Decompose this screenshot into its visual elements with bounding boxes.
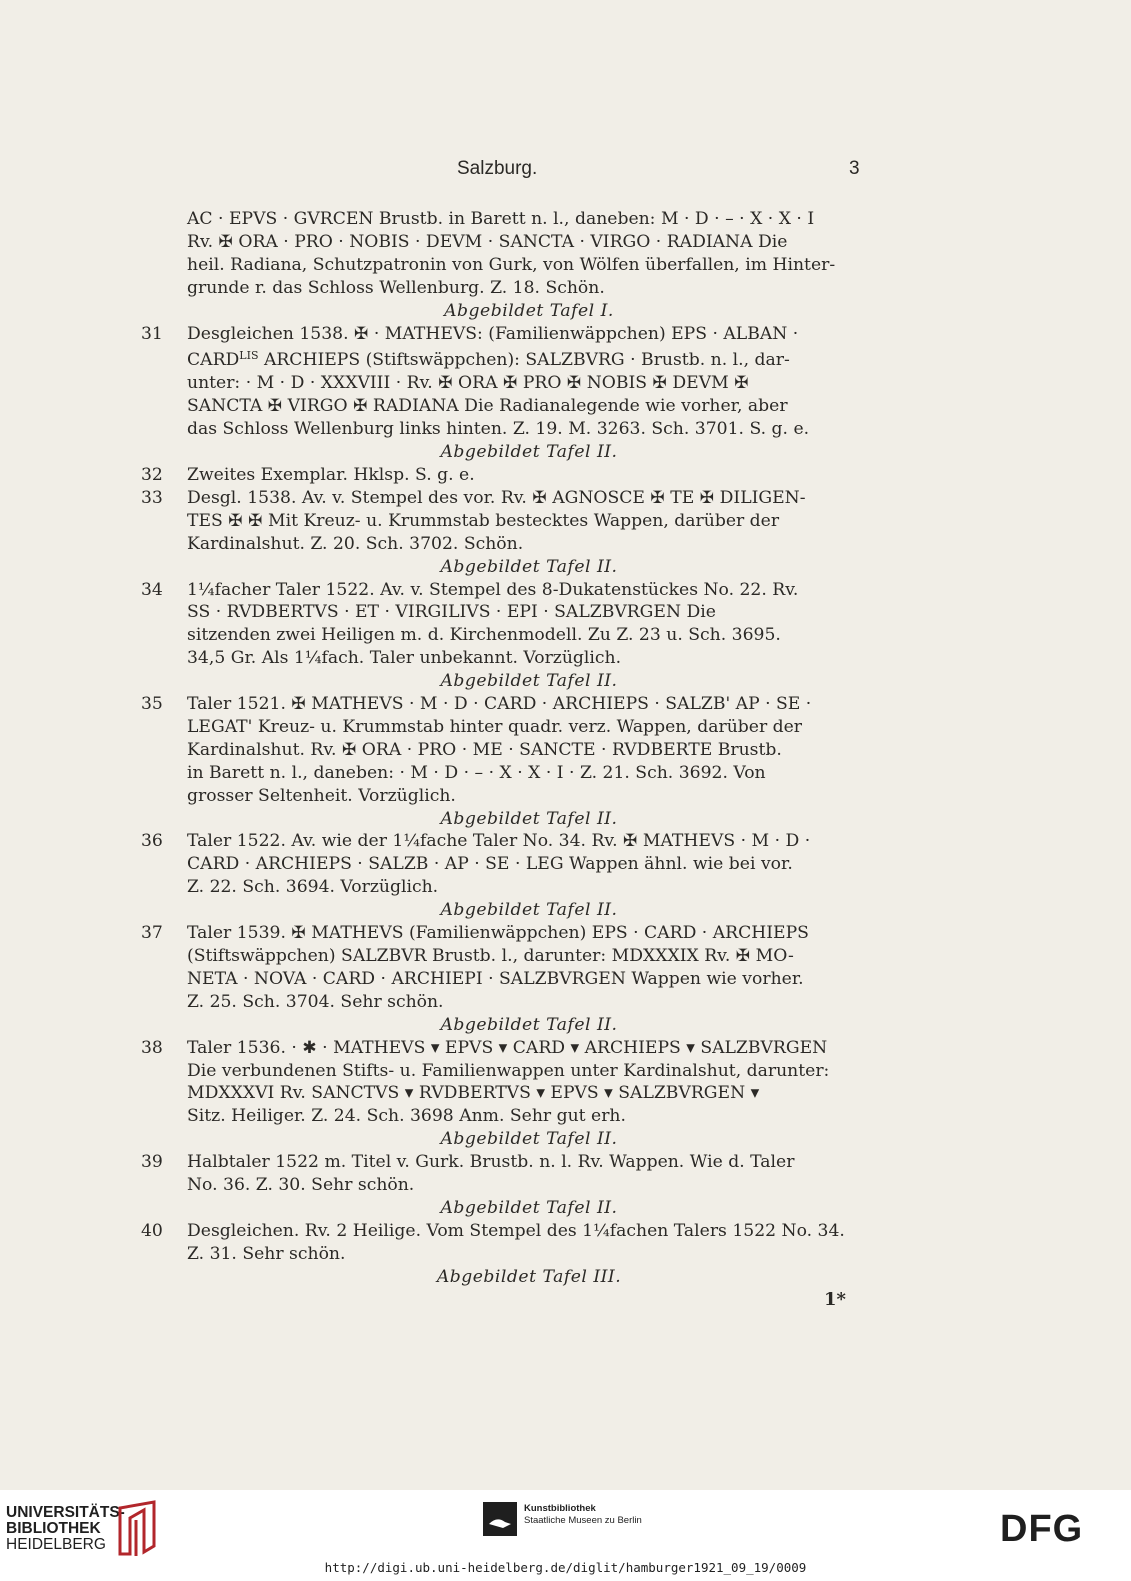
entry-line: NETA · NOVA · CARD · ARCHIEPI · SALZBVRGEN Wappen wie vorher. <box>187 968 804 989</box>
entry-line: Rv. ✠ ORA · PRO · NOBIS · DEVM · SANCTA · VIRGO · RADIANA Die <box>187 231 788 252</box>
entry-line: Desgleichen 1538. ✠ · MATHEVS: (Familienwäppchen) EPS · ALBAN · <box>187 323 799 344</box>
entry-number: 36 <box>141 831 163 852</box>
plate-reference: Abgebildet Tafel II. <box>440 1014 618 1035</box>
entry-number: 32 <box>141 464 163 485</box>
entry-number: 37 <box>141 923 163 944</box>
running-head: Salzburg. <box>457 158 538 179</box>
entry-line: Taler 1522. Av. wie der 1¼fache Taler No. 34. Rv. ✠ MATHEVS · M · D · <box>187 831 811 852</box>
plate-reference: Abgebildet Tafel II. <box>440 808 618 829</box>
plate-reference: Abgebildet Tafel II. <box>440 442 618 463</box>
entry-number: 38 <box>141 1037 163 1058</box>
entry-line: SS · RVDBERTVS · ET · VIRGILIVS · EPI · SALZBVRGEN Die <box>187 602 716 623</box>
catalog-entry <box>141 693 871 808</box>
signature-mark: 1* <box>824 1289 846 1310</box>
entry-line: MDXXXVI Rv. SANCTVS ▾ RVDBERTVS ▾ EPVS ▾ SALZBVRGEN ▾ <box>187 1083 760 1104</box>
entry-line: Desgleichen. Rv. 2 Heilige. Vom Stempel des 1¼fachen Talers 1522 No. 34. <box>187 1220 845 1241</box>
entry-line: LEGAT' Kreuz- u. Krummstab hinter quadr. verz. Wappen, darüber der <box>187 716 803 737</box>
entry-number: 31 <box>141 323 163 344</box>
entry-line: Taler 1539. ✠ MATHEVS (Familienwäppchen) EPS · CARD · ARCHIEPS <box>187 923 809 944</box>
entry-line: in Barett n. l., daneben: · M · D · – · X · X · I · Z. 21. Sch. 3692. Von <box>187 762 766 783</box>
plate-reference: Abgebildet Tafel II. <box>440 556 618 577</box>
entry-line: Halbtaler 1522 m. Titel v. Gurk. Brustb. n. l. Rv. Wappen. Wie d. Taler <box>187 1152 795 1173</box>
dfg-logo[interactable]: DFG <box>1000 1508 1084 1550</box>
university-library-name[interactable] <box>6 1505 125 1553</box>
entry-line: CARD · ARCHIEPS · SALZB · AP · SE · LEG Wappen ähnl. wie bei vor. <box>187 854 793 875</box>
catalog-entry <box>141 1151 871 1197</box>
entry-line: das Schloss Wellenburg links hinten. Z. 19. M. 3263. Sch. 3701. S. g. e. <box>187 419 810 440</box>
card-abbrev-superscript: LIS <box>239 349 259 363</box>
permalink-url[interactable]: http://digi.ub.uni-heidelberg.de/diglit/hamburger1921_09_19/0009 <box>324 1560 807 1575</box>
catalog-entry <box>141 1037 871 1129</box>
catalog-entry <box>141 464 871 487</box>
entry-line: Zweites Exemplar. Hklsp. S. g. e. <box>187 464 475 485</box>
entry-line: Taler 1521. ✠ MATHEVS · M · D · CARD · ARCHIEPS · SALZB' AP · SE · <box>187 694 812 715</box>
kunstbibliothek-name[interactable] <box>524 1503 642 1527</box>
entry-line: TES ✠ ✠ Mit Kreuz- u. Krummstab bestecktes Wappen, darüber der <box>187 510 780 531</box>
entry-line: Kardinalshut. Z. 20. Sch. 3702. Schön. <box>187 533 524 554</box>
entry-number: 35 <box>141 694 163 715</box>
entry-line: Z. 31. Sehr schön. <box>187 1243 346 1264</box>
digitization-footer <box>0 1490 1131 1581</box>
entry-line: 1¼facher Taler 1522. Av. v. Stempel des 8-Dukatenstückes No. 22. Rv. <box>187 579 799 600</box>
uni-line: BIBLIOTHEK <box>6 1520 101 1537</box>
plate-reference: Abgebildet Tafel II. <box>440 900 618 921</box>
entry-number: 40 <box>141 1220 163 1241</box>
entry-line: sitzenden zwei Heiligen m. d. Kirchenmodell. Zu Z. 23 u. Sch. 3695. <box>187 625 781 646</box>
entry-line: grunde r. das Schloss Wellenburg. Z. 18. Schön. <box>187 277 605 298</box>
entry-line: (Stiftswäppchen) SALZBVR Brustb. l., darunter: MDXXXIX Rv. ✠ MO- <box>187 946 794 966</box>
university-library-logo-icon <box>114 1498 158 1560</box>
kb-line: Staatliche Museen zu Berlin <box>524 1515 642 1526</box>
catalog-text <box>141 208 871 1289</box>
plate-reference: Abgebildet Tafel II. <box>440 1197 618 1218</box>
kunstbibliothek-logo-icon <box>483 1502 517 1536</box>
entry-number: 33 <box>141 487 163 508</box>
card-abbrev: CARD <box>187 350 240 371</box>
entry-number: 34 <box>141 579 163 600</box>
entry-line: Z. 22. Sch. 3694. Vorzüglich. <box>187 877 439 898</box>
entry-line <box>187 345 871 372</box>
entry-line: 34,5 Gr. Als 1¼fach. Taler unbekannt. Vorzüglich. <box>187 648 622 669</box>
entry-line: Sitz. Heiliger. Z. 24. Sch. 3698 Anm. Sehr gut erh. <box>187 1106 626 1127</box>
plate-reference: Abgebildet Tafel II. <box>440 1129 618 1150</box>
catalog-entry-continued <box>141 208 871 300</box>
entry-line: Desgl. 1538. Av. v. Stempel des vor. Rv. ✠ AGNOSCE ✠ TE ✠ DILIGEN- <box>187 487 806 508</box>
catalog-entry <box>141 487 871 556</box>
entry-line: SANCTA ✠ VIRGO ✠ RADIANA Die Radianalegende wie vorher, aber <box>187 396 788 417</box>
plate-reference: Abgebildet Tafel III. <box>436 1266 622 1287</box>
catalog-entry <box>141 323 871 442</box>
entry-line: AC · EPVS · GVRCEN Brustb. in Barett n. l., daneben: M · D · – · X · X · I <box>187 209 815 229</box>
entry-line: No. 36. Z. 30. Sehr schön. <box>187 1175 415 1196</box>
catalog-entry <box>141 922 871 1014</box>
plate-reference: Abgebildet Tafel II. <box>440 671 618 692</box>
entry-line: unter: · M · D · XXXVIII · Rv. ✠ ORA ✠ PRO ✠ NOBIS ✠ DEVM ✠ <box>187 373 749 394</box>
entry-line: Die verbundenen Stifts- u. Familienwappen unter Kardinalshut, darunter: <box>187 1060 830 1081</box>
entry-line: Z. 25. Sch. 3704. Sehr schön. <box>187 991 444 1012</box>
catalog-entry <box>141 1220 871 1266</box>
entry-number: 39 <box>141 1152 163 1173</box>
entry-line: Taler 1536. · ✱ · MATHEVS ▾ EPVS ▾ CARD ▾ ARCHIEPS ▾ SALZBVRGEN <box>187 1037 828 1058</box>
page-number: 3 <box>849 158 860 179</box>
plate-reference: Abgebildet Tafel I. <box>444 300 614 321</box>
entry-line: heil. Radiana, Schutzpatronin von Gurk, von Wölfen überfallen, im Hinter- <box>187 254 836 275</box>
entry-line: grosser Seltenheit. Vorzüglich. <box>187 785 456 806</box>
card-line-rest: ARCHIEPS (Stiftswäppchen): SALZBVRG · Brustb. n. l., dar- <box>258 350 790 371</box>
uni-line: HEIDELBERG <box>6 1536 106 1553</box>
catalog-entry <box>141 579 871 671</box>
kb-line: Kunstbibliothek <box>524 1503 596 1514</box>
uni-line: UNIVERSITÄTS- <box>6 1504 125 1521</box>
catalog-entry <box>141 830 871 899</box>
entry-line: Kardinalshut. Rv. ✠ ORA · PRO · ME · SANCTE · RVDBERTE Brustb. <box>187 739 782 760</box>
